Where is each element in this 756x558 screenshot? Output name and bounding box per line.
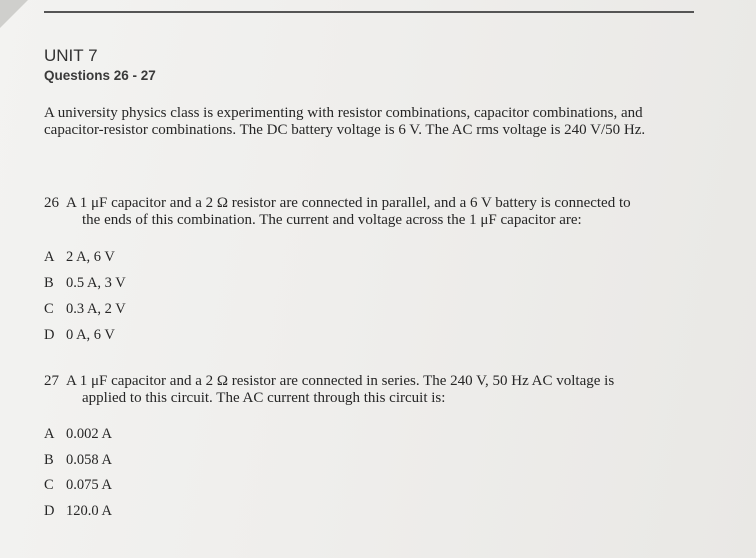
questions-range-heading: Questions 26 - 27 [44, 68, 156, 83]
option-text: 120.0 A [66, 503, 112, 519]
option-text: 0.058 A [66, 452, 112, 468]
question-text-line1: A 1 μF capacitor and a 2 Ω resistor are connected in parallel, and a 6 V battery is connected to [65, 195, 631, 211]
option-26-b[interactable] [44, 275, 126, 292]
option-letter: B [44, 275, 54, 291]
option-letter: C [44, 301, 54, 317]
question-text-line1: A 1 μF capacitor and a 2 Ω resistor are connected in series. The 240 V, 50 Hz AC voltage is [65, 373, 615, 389]
question-27 [44, 373, 704, 407]
option-text: 0.5 A, 3 V [66, 275, 126, 291]
option-27-c[interactable] [44, 477, 112, 494]
option-26-a[interactable] [44, 249, 115, 266]
option-letter: A [44, 426, 55, 442]
intro-paragraph: A university physics class is experimenting with resistor combinations, capacitor combinations, and capacitor-resistor combinations. The DC battery voltage is 6 V. The AC rms voltage is 240 V/50 Hz. [44, 105, 646, 138]
option-27-d[interactable] [44, 503, 112, 520]
question-number: 26 [44, 195, 59, 211]
option-letter: C [44, 477, 54, 493]
top-rule [44, 11, 694, 13]
unit-heading: UNIT 7 [44, 46, 98, 65]
option-text: 0.002 A [66, 426, 112, 442]
option-27-b[interactable] [44, 452, 112, 469]
option-26-d[interactable] [44, 327, 115, 344]
option-text: 2 A, 6 V [66, 249, 115, 265]
option-text: 0.3 A, 2 V [66, 301, 126, 317]
question-number: 27 [44, 373, 59, 389]
option-text: 0 A, 6 V [66, 327, 115, 343]
option-26-c[interactable] [44, 301, 126, 318]
option-text: 0.075 A [66, 477, 112, 493]
question-text-line2: applied to this circuit. The AC current through this circuit is: [82, 390, 446, 406]
page-corner-shadow [0, 0, 28, 28]
question-26 [44, 195, 704, 229]
option-letter: D [44, 503, 55, 519]
option-letter: D [44, 327, 55, 343]
option-letter: A [44, 249, 55, 265]
question-text-line2: the ends of this combination. The current and voltage across the 1 μF capacitor are: [82, 212, 582, 228]
option-letter: B [44, 452, 54, 468]
option-27-a[interactable] [44, 426, 112, 443]
